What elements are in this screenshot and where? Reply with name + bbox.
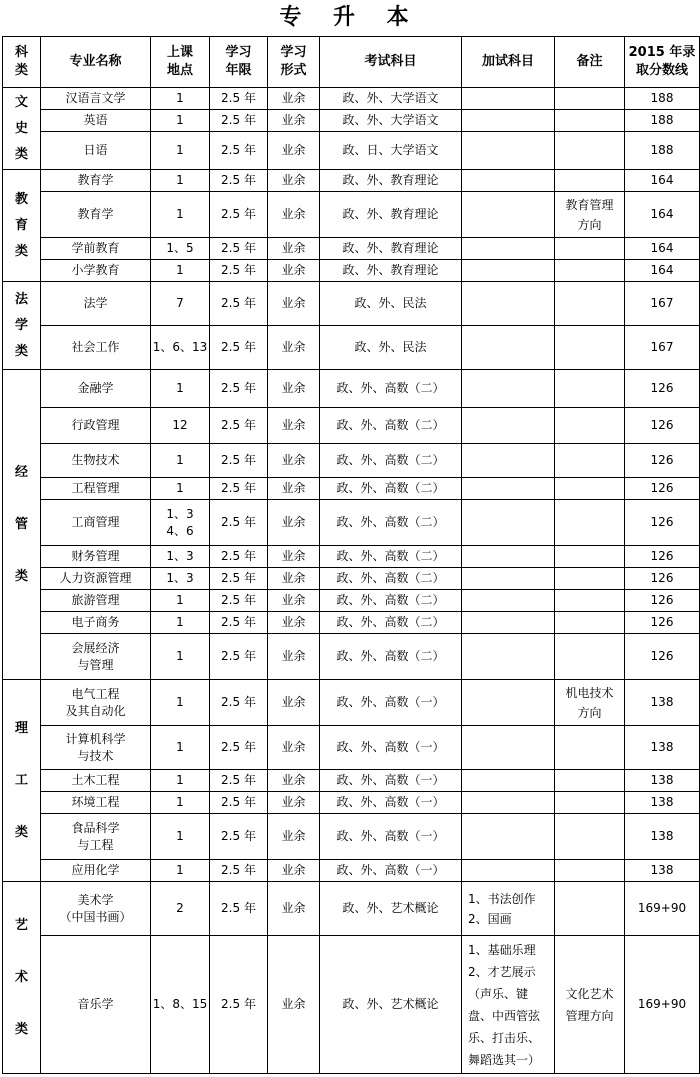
duration-cell: 2.5 年 bbox=[210, 882, 268, 936]
mode-cell: 业余 bbox=[268, 282, 320, 326]
header-row bbox=[3, 37, 700, 88]
location-cell: 1 bbox=[151, 88, 210, 110]
score-cell: 126 bbox=[625, 590, 700, 612]
table-row bbox=[3, 444, 700, 478]
major-cell: 计算机科学 与技术 bbox=[41, 726, 151, 770]
major-cell: 社会工作 bbox=[41, 326, 151, 370]
table-row bbox=[3, 546, 700, 568]
extra-cell bbox=[462, 860, 555, 882]
location-cell: 1、3 4、6 bbox=[151, 500, 210, 546]
note-cell bbox=[555, 882, 625, 936]
score-cell: 188 bbox=[625, 132, 700, 170]
exam-cell: 政、外、高数（一） bbox=[320, 814, 462, 860]
location-cell: 12 bbox=[151, 408, 210, 444]
extra-cell bbox=[462, 370, 555, 408]
duration-cell: 2.5 年 bbox=[210, 192, 268, 238]
score-cell: 167 bbox=[625, 326, 700, 370]
location-cell: 1 bbox=[151, 590, 210, 612]
extra-cell bbox=[462, 770, 555, 792]
duration-cell: 2.5 年 bbox=[210, 860, 268, 882]
major-cell: 教育学 bbox=[41, 192, 151, 238]
score-cell: 138 bbox=[625, 726, 700, 770]
duration-cell: 2.5 年 bbox=[210, 370, 268, 408]
major-cell: 小学教育 bbox=[41, 260, 151, 282]
major-cell: 电子商务 bbox=[41, 612, 151, 634]
location-cell: 1 bbox=[151, 634, 210, 680]
major-cell: 财务管理 bbox=[41, 546, 151, 568]
mode-cell: 业余 bbox=[268, 444, 320, 478]
extra-cell bbox=[462, 500, 555, 546]
mode-cell: 业余 bbox=[268, 408, 320, 444]
major-cell: 教育学 bbox=[41, 170, 151, 192]
mode-cell: 业余 bbox=[268, 370, 320, 408]
major-cell: 生物技术 bbox=[41, 444, 151, 478]
category-cell: 文 史 类 bbox=[3, 88, 41, 170]
duration-cell: 2.5 年 bbox=[210, 408, 268, 444]
table-row bbox=[3, 110, 700, 132]
table-row bbox=[3, 408, 700, 444]
location-cell: 1 bbox=[151, 110, 210, 132]
extra-cell bbox=[462, 726, 555, 770]
location-cell: 1 bbox=[151, 444, 210, 478]
score-cell: 126 bbox=[625, 546, 700, 568]
extra-cell bbox=[462, 260, 555, 282]
extra-cell bbox=[462, 792, 555, 814]
exam-cell: 政、外、民法 bbox=[320, 282, 462, 326]
score-cell: 164 bbox=[625, 170, 700, 192]
extra-cell bbox=[462, 192, 555, 238]
note-cell bbox=[555, 408, 625, 444]
mode-cell: 业余 bbox=[268, 770, 320, 792]
header-category: 科 类 bbox=[3, 37, 41, 88]
location-cell: 1 bbox=[151, 370, 210, 408]
location-cell: 1 bbox=[151, 478, 210, 500]
exam-cell: 政、外、高数（二） bbox=[320, 370, 462, 408]
major-cell: 美术学 （中国书画） bbox=[41, 882, 151, 936]
location-cell: 1、6、13 bbox=[151, 326, 210, 370]
note-cell bbox=[555, 478, 625, 500]
duration-cell: 2.5 年 bbox=[210, 612, 268, 634]
mode-cell: 业余 bbox=[268, 726, 320, 770]
exam-cell: 政、外、高数（一） bbox=[320, 860, 462, 882]
duration-cell: 2.5 年 bbox=[210, 546, 268, 568]
duration-cell: 2.5 年 bbox=[210, 478, 268, 500]
note-cell: 教育管理 方向 bbox=[555, 192, 625, 238]
extra-cell bbox=[462, 634, 555, 680]
score-cell: 169+90 bbox=[625, 882, 700, 936]
table-body bbox=[3, 88, 700, 1074]
table-row bbox=[3, 860, 700, 882]
note-cell bbox=[555, 590, 625, 612]
location-cell: 1、5 bbox=[151, 238, 210, 260]
mode-cell: 业余 bbox=[268, 860, 320, 882]
location-cell: 1 bbox=[151, 814, 210, 860]
extra-cell bbox=[462, 546, 555, 568]
duration-cell: 2.5 年 bbox=[210, 770, 268, 792]
mode-cell: 业余 bbox=[268, 478, 320, 500]
exam-cell: 政、外、民法 bbox=[320, 326, 462, 370]
note-cell bbox=[555, 500, 625, 546]
exam-cell: 政、外、教育理论 bbox=[320, 192, 462, 238]
score-cell: 126 bbox=[625, 370, 700, 408]
table-row bbox=[3, 568, 700, 590]
location-cell: 1 bbox=[151, 860, 210, 882]
mode-cell: 业余 bbox=[268, 192, 320, 238]
note-cell bbox=[555, 444, 625, 478]
note-cell bbox=[555, 792, 625, 814]
score-cell: 138 bbox=[625, 814, 700, 860]
duration-cell: 2.5 年 bbox=[210, 568, 268, 590]
exam-cell: 政、外、教育理论 bbox=[320, 170, 462, 192]
extra-cell bbox=[462, 170, 555, 192]
score-cell: 167 bbox=[625, 282, 700, 326]
mode-cell: 业余 bbox=[268, 546, 320, 568]
duration-cell: 2.5 年 bbox=[210, 260, 268, 282]
table-row bbox=[3, 170, 700, 192]
page-title: 专 升 本 bbox=[279, 4, 421, 30]
location-cell: 1、8、15 bbox=[151, 936, 210, 1074]
extra-cell bbox=[462, 326, 555, 370]
location-cell: 1 bbox=[151, 132, 210, 170]
duration-cell: 2.5 年 bbox=[210, 792, 268, 814]
exam-cell: 政、外、高数（一） bbox=[320, 770, 462, 792]
duration-cell: 2.5 年 bbox=[210, 282, 268, 326]
note-cell bbox=[555, 238, 625, 260]
score-cell: 138 bbox=[625, 680, 700, 726]
header-mode: 学习 形式 bbox=[268, 37, 320, 88]
extra-cell bbox=[462, 110, 555, 132]
major-cell: 汉语言文学 bbox=[41, 88, 151, 110]
extra-cell bbox=[462, 408, 555, 444]
note-cell: 文化艺术 管理方向 bbox=[555, 936, 625, 1074]
mode-cell: 业余 bbox=[268, 110, 320, 132]
major-cell: 土木工程 bbox=[41, 770, 151, 792]
note-cell bbox=[555, 260, 625, 282]
extra-cell bbox=[462, 238, 555, 260]
score-cell: 138 bbox=[625, 770, 700, 792]
note-cell bbox=[555, 326, 625, 370]
header-score: 2015 年录 取分数线 bbox=[625, 37, 700, 88]
location-cell: 1 bbox=[151, 792, 210, 814]
table-row bbox=[3, 370, 700, 408]
major-cell: 学前教育 bbox=[41, 238, 151, 260]
extra-cell: 1、基础乐理 2、才艺展示 （声乐、键 盘、中西管弦 乐、打击乐、 舞蹈选其一） bbox=[462, 936, 555, 1074]
mode-cell: 业余 bbox=[268, 88, 320, 110]
duration-cell: 2.5 年 bbox=[210, 726, 268, 770]
exam-cell: 政、外、高数（一） bbox=[320, 726, 462, 770]
exam-cell: 政、外、大学语文 bbox=[320, 110, 462, 132]
table-row bbox=[3, 792, 700, 814]
extra-cell bbox=[462, 444, 555, 478]
table-row bbox=[3, 500, 700, 546]
location-cell: 1 bbox=[151, 170, 210, 192]
score-cell: 126 bbox=[625, 444, 700, 478]
major-cell: 食品科学 与工程 bbox=[41, 814, 151, 860]
exam-cell: 政、外、高数（二） bbox=[320, 568, 462, 590]
duration-cell: 2.5 年 bbox=[210, 680, 268, 726]
exam-cell: 政、外、高数（二） bbox=[320, 590, 462, 612]
table-row bbox=[3, 478, 700, 500]
extra-cell bbox=[462, 680, 555, 726]
note-cell bbox=[555, 170, 625, 192]
score-cell: 126 bbox=[625, 478, 700, 500]
extra-cell: 1、书法创作 2、国画 bbox=[462, 882, 555, 936]
table-row bbox=[3, 612, 700, 634]
mode-cell: 业余 bbox=[268, 132, 320, 170]
mode-cell: 业余 bbox=[268, 612, 320, 634]
mode-cell: 业余 bbox=[268, 326, 320, 370]
exam-cell: 政、外、大学语文 bbox=[320, 88, 462, 110]
note-cell bbox=[555, 568, 625, 590]
major-cell: 应用化学 bbox=[41, 860, 151, 882]
exam-cell: 政、外、高数（二） bbox=[320, 546, 462, 568]
mode-cell: 业余 bbox=[268, 238, 320, 260]
major-cell: 环境工程 bbox=[41, 792, 151, 814]
table-row bbox=[3, 282, 700, 326]
exam-cell: 政、外、高数（一） bbox=[320, 792, 462, 814]
exam-cell: 政、外、艺术概论 bbox=[320, 936, 462, 1074]
note-cell bbox=[555, 132, 625, 170]
table-row bbox=[3, 634, 700, 680]
location-cell: 1 bbox=[151, 680, 210, 726]
extra-cell bbox=[462, 282, 555, 326]
major-cell: 工商管理 bbox=[41, 500, 151, 546]
duration-cell: 2.5 年 bbox=[210, 500, 268, 546]
note-cell bbox=[555, 88, 625, 110]
score-cell: 164 bbox=[625, 260, 700, 282]
mode-cell: 业余 bbox=[268, 814, 320, 860]
note-cell bbox=[555, 634, 625, 680]
duration-cell: 2.5 年 bbox=[210, 444, 268, 478]
score-cell: 126 bbox=[625, 408, 700, 444]
major-cell: 英语 bbox=[41, 110, 151, 132]
exam-cell: 政、外、高数（二） bbox=[320, 444, 462, 478]
mode-cell: 业余 bbox=[268, 260, 320, 282]
mode-cell: 业余 bbox=[268, 936, 320, 1074]
table-row bbox=[3, 326, 700, 370]
duration-cell: 2.5 年 bbox=[210, 814, 268, 860]
exam-cell: 政、外、高数（二） bbox=[320, 408, 462, 444]
location-cell: 7 bbox=[151, 282, 210, 326]
mode-cell: 业余 bbox=[268, 500, 320, 546]
note-cell: 机电技术 方向 bbox=[555, 680, 625, 726]
major-cell: 会展经济 与管理 bbox=[41, 634, 151, 680]
extra-cell bbox=[462, 568, 555, 590]
header-exam: 考试科目 bbox=[320, 37, 462, 88]
exam-cell: 政、外、教育理论 bbox=[320, 238, 462, 260]
mode-cell: 业余 bbox=[268, 634, 320, 680]
score-cell: 164 bbox=[625, 238, 700, 260]
table-row bbox=[3, 814, 700, 860]
category-cell: 理 工 类 bbox=[3, 680, 41, 882]
mode-cell: 业余 bbox=[268, 170, 320, 192]
table-row bbox=[3, 260, 700, 282]
note-cell bbox=[555, 370, 625, 408]
table-row bbox=[3, 680, 700, 726]
note-cell bbox=[555, 860, 625, 882]
location-cell: 1 bbox=[151, 726, 210, 770]
duration-cell: 2.5 年 bbox=[210, 634, 268, 680]
extra-cell bbox=[462, 612, 555, 634]
extra-cell bbox=[462, 590, 555, 612]
table-row bbox=[3, 238, 700, 260]
note-cell bbox=[555, 612, 625, 634]
category-cell: 经 管 类 bbox=[3, 370, 41, 680]
location-cell: 1 bbox=[151, 770, 210, 792]
score-cell: 188 bbox=[625, 110, 700, 132]
table-row bbox=[3, 88, 700, 110]
score-cell: 126 bbox=[625, 634, 700, 680]
location-cell: 1、3 bbox=[151, 568, 210, 590]
location-cell: 1 bbox=[151, 612, 210, 634]
table-row bbox=[3, 726, 700, 770]
major-cell: 金融学 bbox=[41, 370, 151, 408]
exam-cell: 政、日、大学语文 bbox=[320, 132, 462, 170]
extra-cell bbox=[462, 814, 555, 860]
category-cell: 法 学 类 bbox=[3, 282, 41, 370]
table-row bbox=[3, 590, 700, 612]
note-cell bbox=[555, 770, 625, 792]
exam-cell: 政、外、高数（二） bbox=[320, 500, 462, 546]
duration-cell: 2.5 年 bbox=[210, 132, 268, 170]
table-row bbox=[3, 770, 700, 792]
mode-cell: 业余 bbox=[268, 680, 320, 726]
note-cell bbox=[555, 814, 625, 860]
location-cell: 2 bbox=[151, 882, 210, 936]
duration-cell: 2.5 年 bbox=[210, 170, 268, 192]
location-cell: 1、3 bbox=[151, 546, 210, 568]
location-cell: 1 bbox=[151, 192, 210, 238]
note-cell bbox=[555, 726, 625, 770]
note-cell bbox=[555, 110, 625, 132]
category-cell: 教 育 类 bbox=[3, 170, 41, 282]
note-cell bbox=[555, 282, 625, 326]
mode-cell: 业余 bbox=[268, 882, 320, 936]
duration-cell: 2.5 年 bbox=[210, 88, 268, 110]
duration-cell: 2.5 年 bbox=[210, 238, 268, 260]
score-cell: 126 bbox=[625, 568, 700, 590]
duration-cell: 2.5 年 bbox=[210, 326, 268, 370]
table-row bbox=[3, 882, 700, 936]
major-cell: 行政管理 bbox=[41, 408, 151, 444]
mode-cell: 业余 bbox=[268, 792, 320, 814]
location-cell: 1 bbox=[151, 260, 210, 282]
mode-cell: 业余 bbox=[268, 568, 320, 590]
major-cell: 工程管理 bbox=[41, 478, 151, 500]
major-cell: 人力资源管理 bbox=[41, 568, 151, 590]
duration-cell: 2.5 年 bbox=[210, 936, 268, 1074]
exam-cell: 政、外、高数（二） bbox=[320, 478, 462, 500]
table-row bbox=[3, 132, 700, 170]
exam-cell: 政、外、教育理论 bbox=[320, 260, 462, 282]
major-cell: 法学 bbox=[41, 282, 151, 326]
score-cell: 169+90 bbox=[625, 936, 700, 1074]
header-extra: 加试科目 bbox=[462, 37, 555, 88]
admissions-table bbox=[2, 36, 700, 1074]
extra-cell bbox=[462, 132, 555, 170]
header-note: 备注 bbox=[555, 37, 625, 88]
score-cell: 126 bbox=[625, 500, 700, 546]
score-cell: 138 bbox=[625, 792, 700, 814]
exam-cell: 政、外、高数（二） bbox=[320, 634, 462, 680]
exam-cell: 政、外、艺术概论 bbox=[320, 882, 462, 936]
note-cell bbox=[555, 546, 625, 568]
duration-cell: 2.5 年 bbox=[210, 110, 268, 132]
table-row bbox=[3, 936, 700, 1074]
duration-cell: 2.5 年 bbox=[210, 590, 268, 612]
score-cell: 126 bbox=[625, 612, 700, 634]
major-cell: 旅游管理 bbox=[41, 590, 151, 612]
score-cell: 188 bbox=[625, 88, 700, 110]
header-location: 上课 地点 bbox=[151, 37, 210, 88]
score-cell: 138 bbox=[625, 860, 700, 882]
extra-cell bbox=[462, 478, 555, 500]
score-cell: 164 bbox=[625, 192, 700, 238]
category-cell: 艺 术 类 bbox=[3, 882, 41, 1074]
mode-cell: 业余 bbox=[268, 590, 320, 612]
header-major: 专业名称 bbox=[41, 37, 151, 88]
extra-cell bbox=[462, 88, 555, 110]
header-duration: 学习 年限 bbox=[210, 37, 268, 88]
major-cell: 日语 bbox=[41, 132, 151, 170]
table-row bbox=[3, 192, 700, 238]
exam-cell: 政、外、高数（二） bbox=[320, 612, 462, 634]
exam-cell: 政、外、高数（一） bbox=[320, 680, 462, 726]
major-cell: 电气工程 及其自动化 bbox=[41, 680, 151, 726]
major-cell: 音乐学 bbox=[41, 936, 151, 1074]
